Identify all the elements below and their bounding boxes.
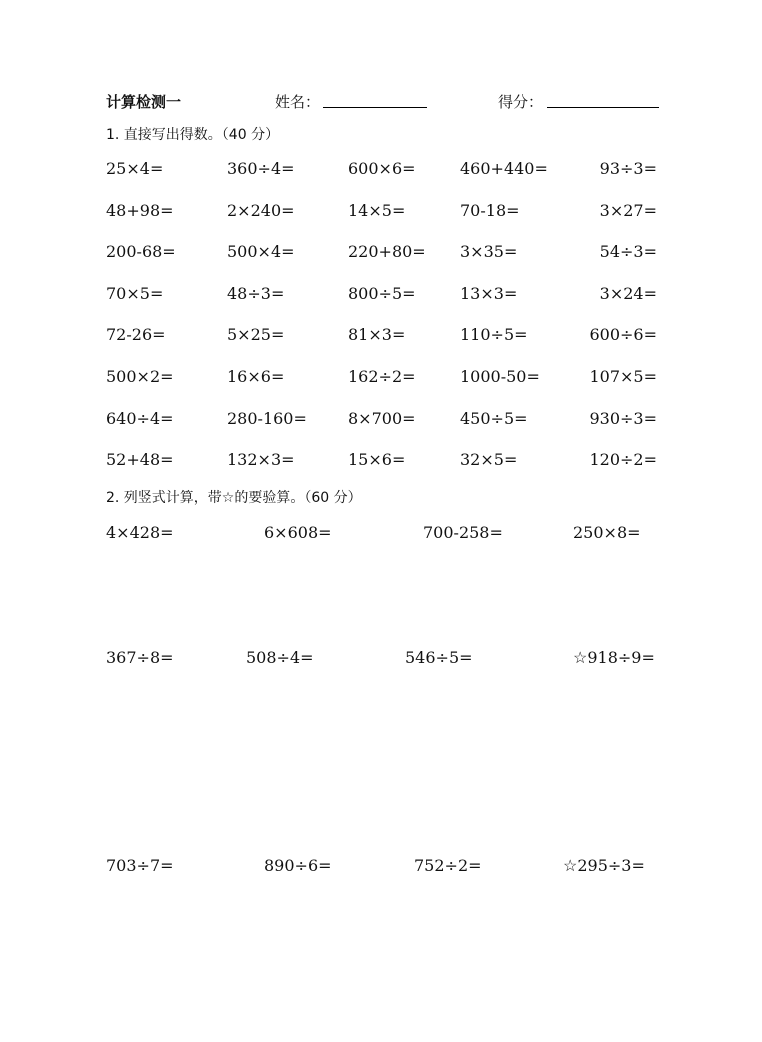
problem-s2-r1-c1: 4×428= <box>106 523 174 542</box>
problem-s1-r7-c2: 280-160= <box>227 409 307 428</box>
problem-s2-r2-c3: 546÷5= <box>405 648 473 667</box>
problem-s1-r1-c5: 93÷3= <box>599 159 657 178</box>
problem-s1-r3-c1: 200-68= <box>106 242 176 261</box>
problem-s1-r3-c4: 3×35= <box>460 242 518 261</box>
problem-s2-r3-c3: 752÷2= <box>414 856 482 875</box>
problem-s1-r1-c3: 600×6= <box>348 159 416 178</box>
section2-heading: 2. 列竖式计算，带☆的要验算。（60 分） <box>106 490 362 506</box>
problem-s1-r3-c3: 220+80= <box>348 242 426 261</box>
problem-s1-r6-c5: 107×5= <box>589 367 657 386</box>
problem-s2-r1-c4: 250×8= <box>573 523 641 542</box>
problem-s1-r3-c2: 500×4= <box>227 242 295 261</box>
problem-s1-r4-c1: 70×5= <box>106 284 164 303</box>
problem-s2-r1-c3: 700-258= <box>423 523 503 542</box>
problem-s1-r8-c3: 15×6= <box>348 450 406 469</box>
problem-s1-r4-c3: 800÷5= <box>348 284 416 303</box>
problem-s1-r5-c4: 110÷5= <box>460 325 528 344</box>
problem-s1-r4-c4: 13×3= <box>460 284 518 303</box>
problem-s1-r6-c2: 16×6= <box>227 367 285 386</box>
problem-s1-r5-c1: 72-26= <box>106 325 166 344</box>
problem-s1-r7-c1: 640÷4= <box>106 409 174 428</box>
worksheet-title: 计算检测一 <box>106 93 182 111</box>
problem-s1-r2-c1: 48+98= <box>106 201 174 220</box>
problem-s1-r8-c4: 32×5= <box>460 450 518 469</box>
problem-s1-r8-c2: 132×3= <box>227 450 295 469</box>
score-blank-line[interactable] <box>547 93 659 108</box>
problem-s2-r2-c2: 508÷4= <box>246 648 314 667</box>
name-label: 姓名： <box>275 93 321 111</box>
problem-s1-r5-c3: 81×3= <box>348 325 406 344</box>
problem-s1-r1-c1: 25×4= <box>106 159 164 178</box>
problem-s1-r2-c4: 70-18= <box>460 201 520 220</box>
problem-s1-r2-c3: 14×5= <box>348 201 406 220</box>
problem-s1-r1-c4: 460+440= <box>460 159 548 178</box>
name-blank-line[interactable] <box>323 93 427 108</box>
problem-s1-r3-c5: 54÷3= <box>599 242 657 261</box>
section1-heading: 1. 直接写出得数。（40 分） <box>106 127 280 143</box>
problem-s1-r2-c2: 2×240= <box>227 201 295 220</box>
problem-s1-r4-c5: 3×24= <box>599 284 657 303</box>
problem-s2-r2-c1: 367÷8= <box>106 648 174 667</box>
problem-s2-r3-c1: 703÷7= <box>106 856 174 875</box>
problem-s2-r3-c2: 890÷6= <box>264 856 332 875</box>
problem-s1-r2-c5: 3×27= <box>599 201 657 220</box>
problem-s1-r6-c4: 1000-50= <box>460 367 540 386</box>
problem-s1-r7-c4: 450÷5= <box>460 409 528 428</box>
problem-s1-r4-c2: 48÷3= <box>227 284 285 303</box>
problem-s1-r5-c5: 600÷6= <box>589 325 657 344</box>
problem-s1-r6-c3: 162÷2= <box>348 367 416 386</box>
problem-s1-r8-c1: 52+48= <box>106 450 174 469</box>
problem-s1-r7-c3: 8×700= <box>348 409 416 428</box>
problem-s1-r7-c5: 930÷3= <box>589 409 657 428</box>
problem-s1-r5-c2: 5×25= <box>227 325 285 344</box>
problem-s2-r2-c4: ☆918÷9= <box>573 648 655 667</box>
problem-s2-r3-c4: ☆295÷3= <box>563 856 645 875</box>
problem-s1-r6-c1: 500×2= <box>106 367 174 386</box>
problem-s2-r1-c2: 6×608= <box>264 523 332 542</box>
score-label: 得分： <box>498 93 544 111</box>
problem-s1-r1-c2: 360÷4= <box>227 159 295 178</box>
problem-s1-r8-c5: 120÷2= <box>589 450 657 469</box>
